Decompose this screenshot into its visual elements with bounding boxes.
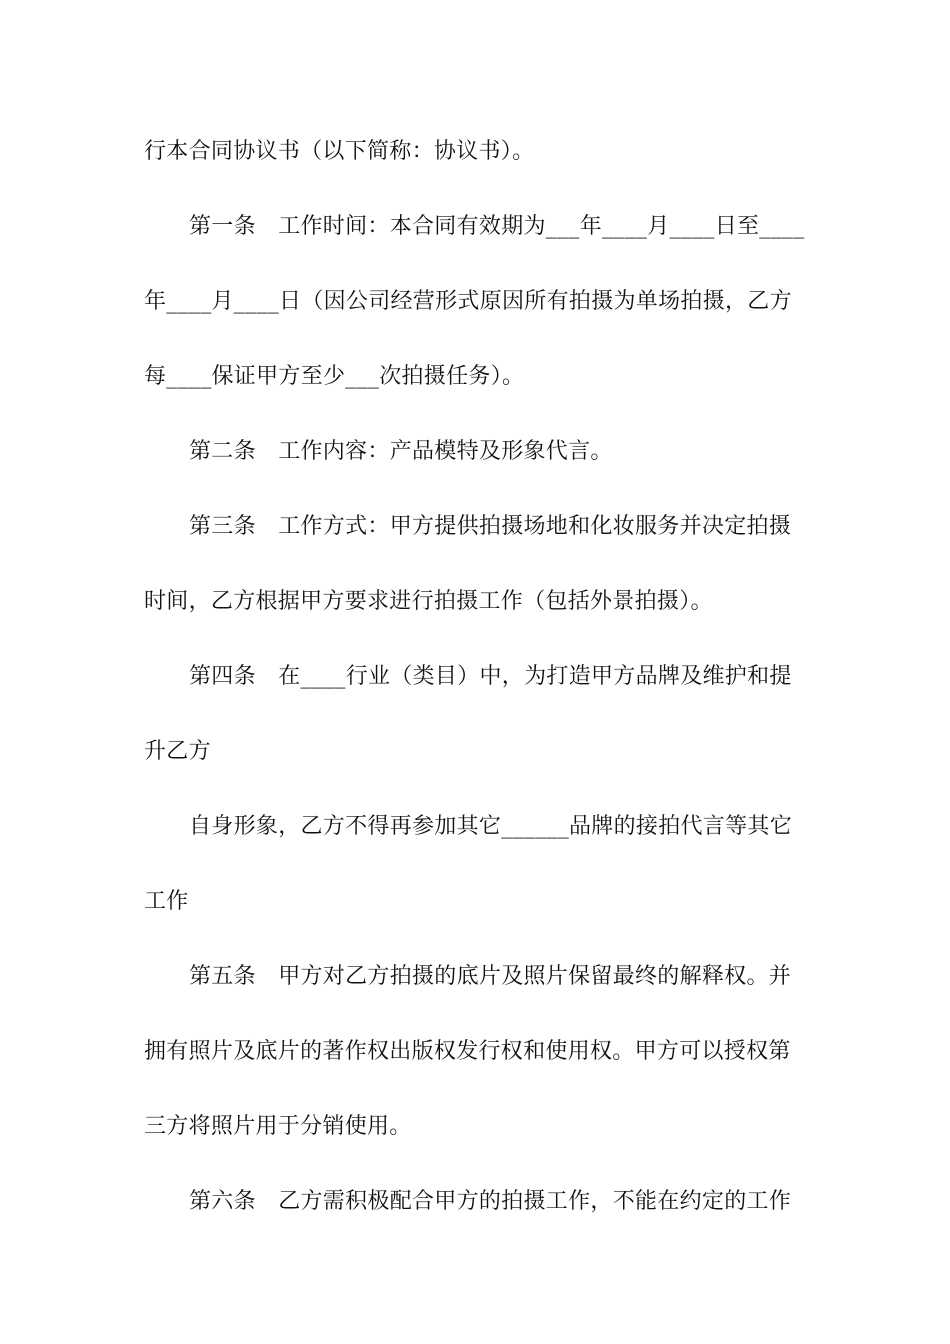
clause-2-line-1: 第二条 工作内容：产品模特及形象代言。 <box>189 439 613 464</box>
clause-5-line-1: 第五条 甲方对乙方拍摄的底片及照片保留最终的解释权。并 <box>189 964 792 989</box>
text-line-1: 行本合同协议书（以下简称：协议书）。 <box>144 139 535 164</box>
clause-3-line-2: 时间，乙方根据甲方要求进行拍摄工作（包括外景拍摄）。 <box>144 589 713 614</box>
clause-4-line-1: 第四条 在____行业（类目）中，为打造甲方品牌及维护和提 <box>189 664 792 689</box>
clause-5-line-3: 三方将照片用于分销使用。 <box>144 1114 412 1139</box>
clause-4-line-2: 升乙方 <box>144 739 211 764</box>
clause-1-line-2: 年____月____日（因公司经营形式原因所有拍摄为单场拍摄，乙方 <box>144 289 792 314</box>
clause-4-line-3: 自身形象，乙方不得再参加其它______品牌的接拍代言等其它 <box>189 814 793 839</box>
clause-6-line-1: 第六条 乙方需积极配合甲方的拍摄工作，不能在约定的工作 <box>189 1189 792 1214</box>
clause-1-line-1: 第一条 工作时间：本合同有效期为___年____月____日至____ <box>189 214 805 239</box>
clause-4-line-4: 工作 <box>144 889 189 914</box>
clause-5-line-2: 拥有照片及底片的著作权出版权发行权和使用权。甲方可以授权第 <box>144 1039 791 1064</box>
clause-3-line-1: 第三条 工作方式：甲方提供拍摄场地和化妆服务并决定拍摄 <box>189 514 792 539</box>
clause-1-line-3: 每____保证甲方至少___次拍摄任务）。 <box>144 364 525 389</box>
